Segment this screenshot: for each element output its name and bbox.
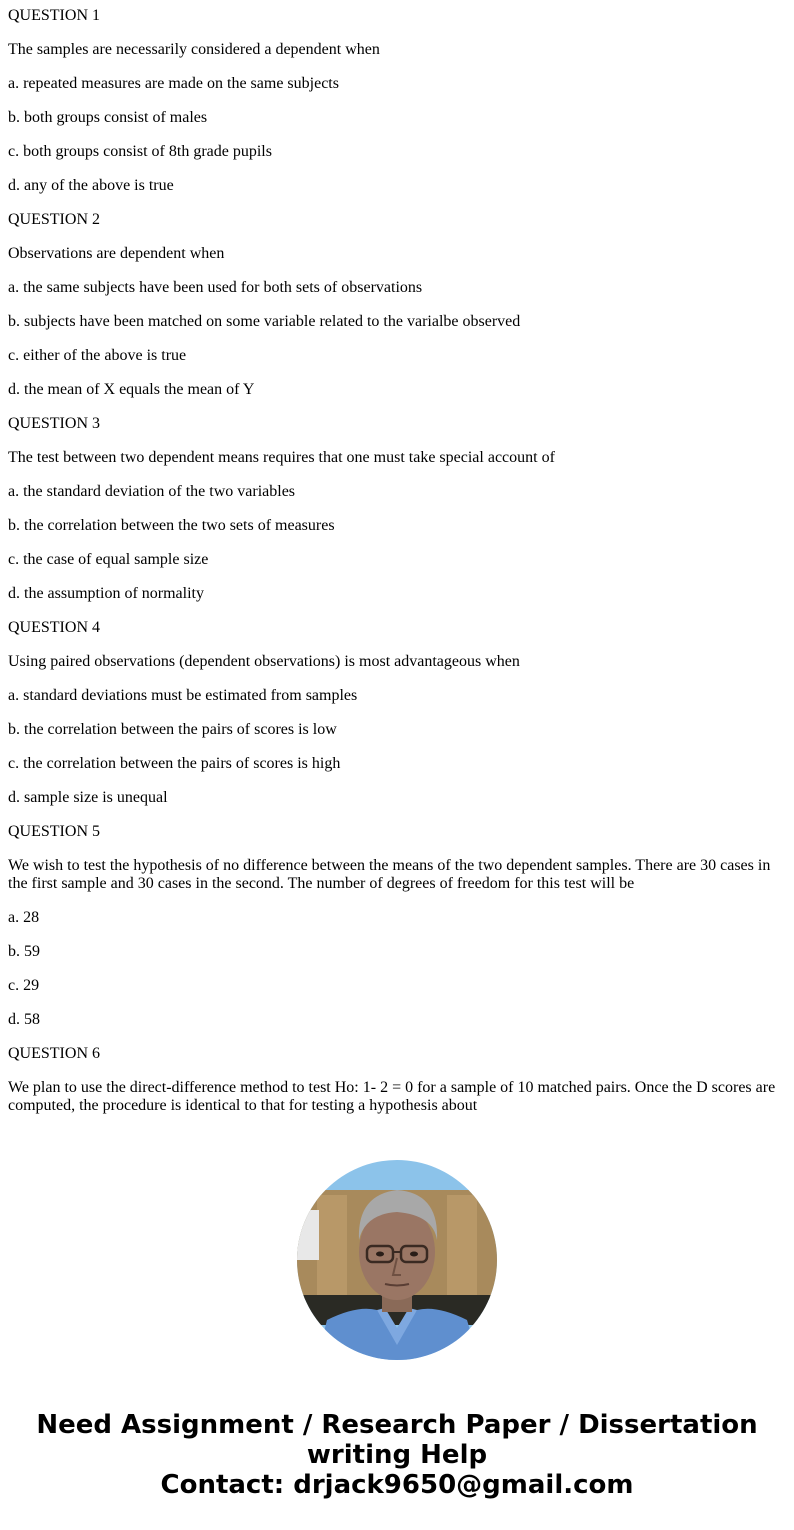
question-6-heading: QUESTION 6 (8, 1045, 100, 1062)
promo-line-1: Need Assignment / Research Paper / Dissertation (36, 1410, 758, 1440)
question-1-option-c: c. both groups consist of 8th grade pupils (8, 143, 272, 160)
question-2-option-a: a. the same subjects have been used for both sets of observations (8, 279, 423, 296)
promo-banner (0, 1410, 794, 1500)
question-3-option-d: d. the assumption of normality (8, 585, 204, 602)
question-1-option-b: b. both groups consist of males (8, 109, 208, 126)
question-6-prompt: We plan to use the direct-difference method to test Ho: 1- 2 = 0 for a sample of 10 matched pairs. Once the D scores are computed, the procedure is identical to that for testing a hypothesis about (8, 1079, 776, 1114)
question-4-option-c: c. the correlation between the pairs of scores is high (8, 755, 341, 772)
question-2-option-d: d. the mean of X equals the mean of Y (8, 381, 255, 398)
portrait-image (297, 1160, 497, 1360)
question-2-prompt: Observations are dependent when (8, 245, 225, 262)
question-5-option-d: d. 58 (8, 1011, 40, 1028)
question-2-option-c: c. either of the above is true (8, 347, 187, 364)
question-1-prompt: The samples are necessarily considered a dependent when (8, 41, 380, 58)
question-4-option-b: b. the correlation between the pairs of scores is low (8, 721, 337, 738)
question-document (0, 7, 794, 1115)
question-1-option-d: d. any of the above is true (8, 177, 174, 194)
question-3-option-c: c. the case of equal sample size (8, 551, 209, 568)
question-3-option-a: a. the standard deviation of the two variables (8, 483, 296, 500)
question-3-option-b: b. the correlation between the two sets of measures (8, 517, 335, 534)
question-1-option-a: a. repeated measures are made on the same subjects (8, 75, 339, 92)
question-5-option-c: c. 29 (8, 977, 40, 994)
promo-line-2: writing Help (306, 1440, 488, 1470)
question-3-heading: QUESTION 3 (8, 415, 100, 432)
question-4-option-a: a. standard deviations must be estimated from samples (8, 687, 358, 704)
question-2-option-b: b. subjects have been matched on some variable related to the varialbe observed (8, 313, 521, 330)
promo-contact: Contact: drjack9650@gmail.com (160, 1470, 634, 1500)
question-3-prompt: The test between two dependent means requires that one must take special account of (8, 449, 555, 466)
question-5-heading: QUESTION 5 (8, 823, 100, 840)
question-5-prompt: We wish to test the hypothesis of no difference between the means of the two dependent samples. There are 30 cases in the first sample and 30 cases in the second. The number of degrees of freedom for this test will be (8, 857, 771, 892)
avatar (297, 1160, 497, 1360)
question-5-option-a: a. 28 (8, 909, 40, 926)
question-4-prompt: Using paired observations (dependent observations) is most advantageous when (8, 653, 520, 670)
question-4-option-d: d. sample size is unequal (8, 789, 168, 806)
question-1-heading: QUESTION 1 (8, 7, 100, 24)
question-4-heading: QUESTION 4 (8, 619, 100, 636)
question-5-option-b: b. 59 (8, 943, 40, 960)
question-2-heading: QUESTION 2 (8, 211, 100, 228)
